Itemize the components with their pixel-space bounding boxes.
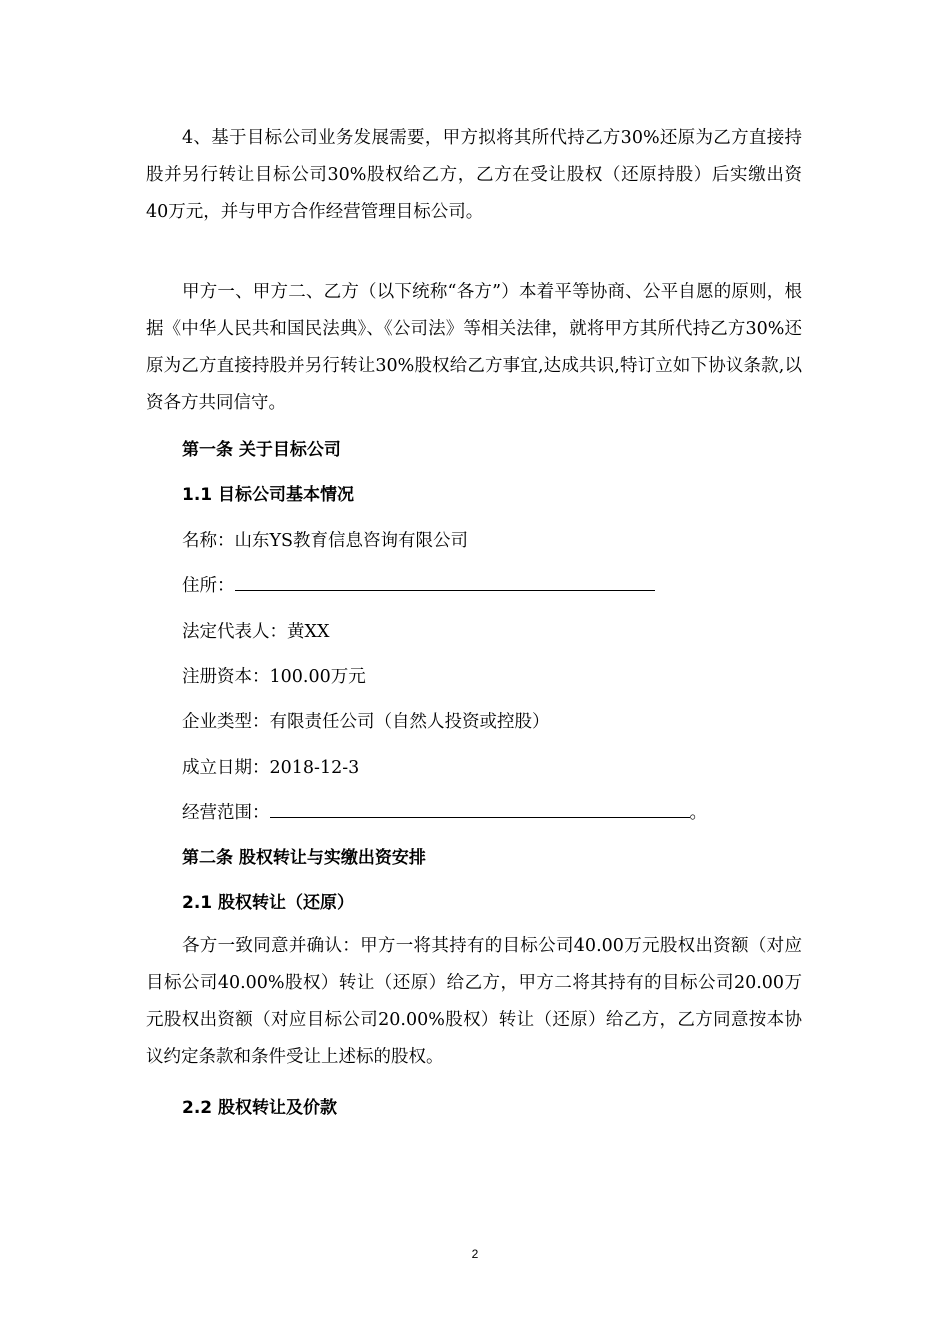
parties-paragraph: 甲方一、甲方二、乙方（以下统称“各方”）本着平等协商、公平自愿的原则，根据《中华人民共和国民法典》、《公司法》等相关法律，就将甲方其所代持乙方30%还原为乙方直接持股并另行转让30%股权给乙方事宜,达成共识,特订立如下协议条款,以资各方共同信守。: [146, 282, 802, 413]
company-address: [182, 572, 655, 600]
scope-blank-line: [270, 801, 690, 818]
section-2-1-paragraph: 各方一致同意并确认：甲方一将其持有的目标公司40.00万元股权出资额（对应目标公司40.00%股权）转让（还原）给乙方，甲方二将其持有的目标公司20.00万元股权出资额（对应目标公司20.00%股权）转让（还原）给乙方，乙方同意按本协议约定条款和条件受让上述标的股权。: [146, 936, 802, 1067]
business-scope: [182, 799, 707, 827]
scope-end-punct: 。: [689, 803, 707, 823]
enterprise-type: 企业类型：有限责任公司（自然人投资或控股）: [182, 712, 550, 732]
article-2-title: 第二条 股权转让与实缴出资安排: [182, 848, 426, 868]
company-name: 名称：山东YS教育信息咨询有限公司: [182, 531, 469, 551]
section-1-1-title: 1.1 目标公司基本情况: [182, 485, 355, 505]
scope-label: 经营范围：: [182, 803, 270, 823]
clause-4-paragraph: 4、基于目标公司业务发展需要，甲方拟将其所代持乙方30%还原为乙方直接持股并另行转让目标公司30%股权给乙方，乙方在受让股权（还原持股）后实缴出资40万元，并与甲方合作经营管理目标公司。: [146, 128, 802, 222]
registered-capital: 注册资本：100.00万元: [182, 667, 366, 687]
founding-date: 成立日期：2018-12-3: [182, 758, 360, 778]
page-number: 2: [471, 1247, 479, 1261]
address-blank-line: [235, 574, 655, 591]
section-2-2-title: 2.2 股权转让及价款: [182, 1098, 338, 1118]
section-2-1-title: 2.1 股权转让（还原）: [182, 893, 355, 913]
article-1-title: 第一条 关于目标公司: [182, 440, 341, 460]
legal-representative: 法定代表人：黄XX: [182, 622, 330, 642]
address-label: 住所：: [182, 576, 235, 596]
